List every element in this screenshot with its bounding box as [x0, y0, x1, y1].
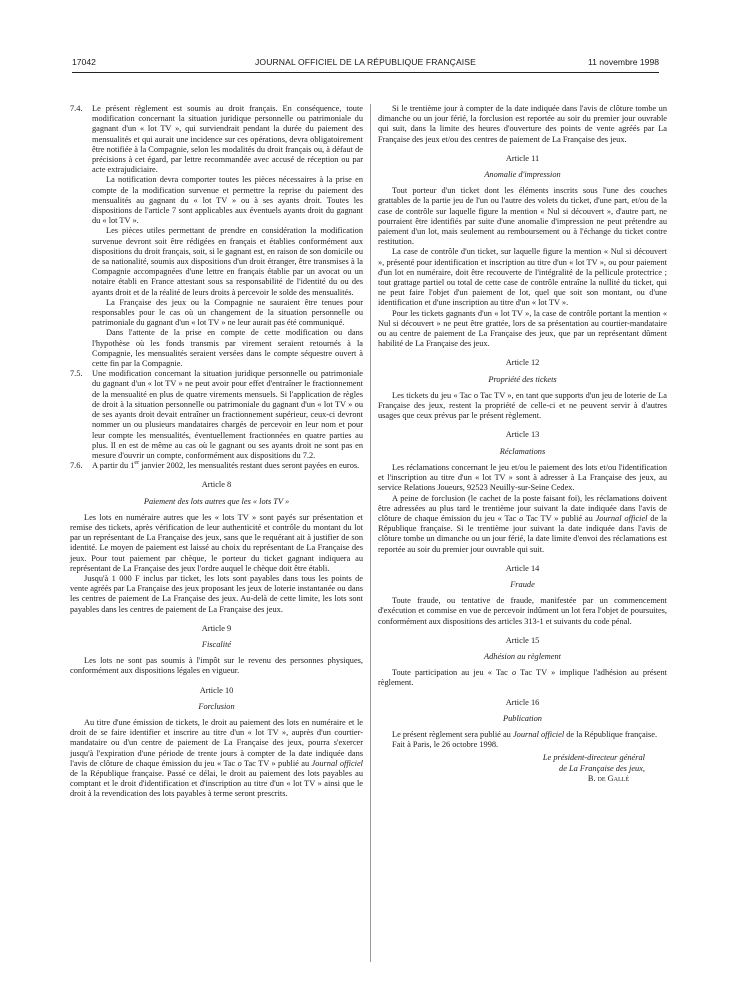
- paragraph: Pour les tickets gagnants d'un « lot TV », la case de contrôle portant la mention « Nul si découvert » ne peut être grattée, lors de sa présentation au courtier-mandataire ou au centre de paiement de La Française des jeux, que par un représentant dûment habilité de La Française des jeux.: [378, 308, 667, 349]
- signatory-organization: de La Française des jeux,: [559, 763, 645, 773]
- text-run: de la République française. Si le trentième jour suivant la date indiquée dans l'avis de clôture tombe un dimanche ou un jour férié, la date limite d'envoi des réclamations est reportée au soir du premier jour ouvrable qui suit.: [378, 513, 667, 554]
- article-heading: Article 14: [505, 563, 540, 573]
- signatory-name: B. de Gallé: [587, 773, 629, 783]
- journal-reference: Journal officiel: [311, 758, 363, 768]
- section-7-6: [70, 461, 363, 471]
- left-column: [70, 104, 363, 800]
- paragraph: Tout porteur d'un ticket dont les éléments inscrits sous l'une des couches grattables de la partie jeu de l'un ou l'autre des volets du ticket, d'une part, et/ou de la case de contrôle sur laquelle figure la mention « Nul si découvert », d'autre part, ne pourraient être identifiés par suite d'une anomalie d'impression ne peut prétendre au paiement d'un lot, mais seulement au remboursement ou à l'échange du ticket contre restitution.: [378, 186, 667, 247]
- section-7-4: [70, 104, 363, 369]
- paragraph: Les tickets du jeu « Tac o Tac TV », en tant que supports d'un jeu de loterie de La Française des jeux, restent la propriété de celle-ci et ne peuvent servir à d'autres usages que ceux prévus par le présent règlement.: [378, 390, 667, 421]
- article-heading: Article 8: [201, 480, 232, 490]
- text-run: A partir du 1: [92, 461, 135, 471]
- page-header: [72, 57, 659, 71]
- article-title: Fiscalité: [201, 639, 232, 649]
- page-number: 17042: [72, 57, 96, 67]
- article-title: Propriété des tickets: [488, 374, 557, 384]
- article-title: Adhésion au règlement: [484, 651, 561, 661]
- article-heading: Article 16: [505, 697, 540, 707]
- article-title: Anomalie d'impression: [484, 170, 561, 180]
- article-title: Paiement des lots autres que les « lots TV »: [143, 496, 290, 506]
- article-title: Réclamations: [499, 446, 546, 456]
- paragraph: Si le trentième jour à compter de la date indiquée dans l'avis de clôture tombe un dimanche ou un jour férié, la forclusion est reportée au soir du premier jour ouvrable qui suit, dans la limite des heures d'ouverture des points de vente agréés par La Française des jeux et/ou des centres de paiement de La Française des jeux.: [378, 104, 667, 144]
- section-number: 7.5.: [70, 369, 83, 379]
- issue-date: 11 novembre 1998: [587, 57, 659, 67]
- text-run: o: [519, 513, 524, 523]
- paragraph: Le présent règlement est soumis au droit français. En conséquence, toute modification concernant la situation juridique personnelle ou patrimoniale du gagnant d'un « lot TV », qui surviendrait pendant la durée du paiement des mensualités et qui aurait une incidence sur ces opérations, devra obligatoirement être notifiée à la Compagnie, selon les modalités du droit français ou, à défaut de précisions à cet égard, par lettre recommandée avec accusé de réception ou par acte extrajudiciaire.: [92, 104, 363, 175]
- article-heading: Article 12: [505, 358, 540, 368]
- column-separator: [370, 104, 371, 962]
- place-date: Fait à Paris, le 26 octobre 1998.: [392, 740, 499, 750]
- text-run: o: [237, 758, 242, 768]
- superscript: er: [134, 460, 140, 467]
- text-run: Tac TV » publié au: [241, 758, 312, 768]
- paragraph: Les lots ne sont pas soumis à l'impôt sur le revenu des personnes physiques, conformément aux dispositions légales en vigueur.: [70, 656, 363, 676]
- section-7-5: [70, 369, 363, 461]
- paragraph: [378, 668, 667, 688]
- text-run: de la République française. Passé ce délai, le droit au paiement des lots payables au comptant et le droit d'identification et d'inscription au titre d'un « lot TV » ainsi que le droit à la revendication des lots payables à terme seront prescrits.: [70, 768, 363, 799]
- header-rule: [72, 72, 659, 73]
- paragraph: La Française des jeux ou la Compagnie ne sauraient être tenues pour responsables pour le cas où un changement de la situation personnelle ou patrimoniale du gagnant d'un « lot TV » ne leur aurait pas été communiqué.: [92, 297, 363, 328]
- section-number: 7.4.: [70, 104, 83, 113]
- article-heading: Article 11: [505, 153, 540, 163]
- article-title: Publication: [503, 713, 542, 723]
- text-run: Le présent règlement sera publié au: [392, 729, 513, 739]
- journal-title: JOURNAL OFFICIEL DE LA RÉPUBLIQUE FRANÇAISE: [255, 57, 476, 67]
- journal-reference: Journal officiel: [512, 729, 565, 739]
- paragraph: Toute fraude, ou tentative de fraude, manifestée par un commencement d'exécution et commise en vue de percevoir indûment un lot fera l'objet de poursuites, conformément aux dispositions des articles 313-1 et suivants du code pénal.: [378, 596, 667, 626]
- paragraph: [70, 718, 363, 800]
- paragraph: [92, 461, 363, 471]
- article-title: Fraude: [510, 579, 535, 589]
- paragraph: Une modification concernant la situation juridique personnelle ou patrimoniale du gagnant d'un « lot TV » ne peut avoir pour effet d'entraîner le fractionnement de la mensualité en plus de quatre virements mensuels. Si l'application de règles de droit à la situation personnelle ou patrimoniale du gagnant d'un « lot TV » ou de ses ayants droit devait entraîner un fractionnement supérieur, ceux-ci devront nommer un ou plusieurs mandataires chargés de percevoir en leur nom et pour leur compte les mensualités, éventuellement fractionnées en quatre parties au plus. Il en est de même au cas où le gagnant ou ses ayants droit ne sont pas en mesure d'ouvrir un compte, conformément aux dispositions du 7.2.: [92, 369, 363, 460]
- article-title: Forclusion: [198, 701, 235, 711]
- text-run: Tac TV » implique l'adhésion au présent règlement.: [378, 668, 667, 688]
- paragraph: Les pièces utiles permettant de prendre en considération la modification survenue devront soit être rédigées en français et établies conformément aux dispositions du droit français, soit, si le gagnant est, en raison de son domicile ou de sa nationalité, soumis aux dispositions d'un droit étranger, être transmises à la Compagnie accompagnées d'une lettre en français établie par un avocat ou un notaire établi en France attestant sous sa responsabilité de l'identité du ou des ayants droit et de la réalité de leurs droits à percevoir le solde des mensualités.: [92, 226, 363, 297]
- article-heading: Article 10: [199, 685, 234, 695]
- article-heading: Article 15: [505, 635, 540, 645]
- article-heading: Article 13: [505, 430, 540, 440]
- paragraph: La notification devra comporter toutes les pièces nécessaires à la prise en compte de la modification survenue et permettre la reprise du paiement des mensualités au gagnant du « lot TV » ou à ses ayants droit. Toutes les dispositions de l'article 7 sont applicables aux éventuels ayants droit du gagnant du « lot TV ».: [92, 175, 363, 226]
- paragraph: Dans l'attente de la prise en compte de cette modification ou dans l'hypothèse où les fonds transmis par virement seraient retournés à la Compagnie, les mensualités seraient versées dans le compte séquestre ouvert à cette fin par la Compagnie.: [92, 328, 363, 369]
- paragraph: Les lots en numéraire autres que les « lots TV » sont payés sur présentation et remise des tickets, après vérification de leur authenticité et contrôle du montant du lot par un représentant de La Française des jeux, sans que le requérant ait à justifier de son identité. Le moyen de paiement est laissé au choix du représentant de La Française des jeux. Pour tout paiement par chèque, le porteur du ticket gagnant indiquera au représentant de La Française des jeux l'ordre auquel le chèque doit être établi.: [70, 512, 363, 573]
- text-run: A peine de forclusion (le cachet de la poste faisant foi), les réclamations doivent être adressées au plus tard le trentième jour suivant la date indiquée dans l'avis de clôture de chaque émission du jeu « Tac: [378, 493, 667, 523]
- paragraph: Jusqu'à 1 000 F inclus par ticket, les lots sont payables dans tous les points de vente agréés par La Française des jeux proposant les jeux de loterie instantanée ou dans les centres de paiement de La Française des jeux. Au-delà de cette limite, les lots sont payables dans les centres de paiement de La Française des jeux.: [70, 573, 363, 614]
- text-run: Au titre d'une émission de tickets, le droit au paiement des lots en numéraire et le droit de se faire identifier et inscrire au titre d'un « lot TV », auprès d'un courtier-mandataire ou d'un centre de paiement de La Française des jeux, pourra s'exercer jusqu'à l'expiration d'une période de trente jours à compter de la date indiquée dans l'avis de clôture de chaque émission du jeu « Tac: [70, 717, 363, 768]
- signatory-title: Le président-directeur général: [542, 753, 645, 763]
- text-run: Toute participation au jeu « Tac: [392, 668, 512, 678]
- text-run: o: [511, 668, 517, 678]
- text-run: janvier 2002, les mensualités restant dues seront payées en euros.: [139, 461, 360, 471]
- text-run: de la République française.: [564, 729, 658, 739]
- paragraph: [378, 494, 667, 555]
- right-column: [378, 104, 667, 784]
- article-heading: Article 9: [201, 623, 232, 633]
- text-run: Tac TV » publié au: [523, 513, 596, 523]
- section-number: 7.6.: [70, 461, 83, 471]
- paragraph: La case de contrôle d'un ticket, sur laquelle figure la mention « Nul si découvert », présenté pour identification et inscription au titre d'un « lot TV », ou pour paiement d'un lot en numéraire, doit être recouverte de l'intégralité de la pellicule protectrice ; tout grattage partiel ou total de cette case de contrôle entraîne la nullité du ticket, qui ne peut faire l'objet d'un paiement de lot, quel que soit son montant, ou d'une identification et d'une inscription au titre d'un « lot TV ».: [378, 247, 667, 308]
- journal-reference: Journal officiel: [595, 513, 648, 523]
- paragraph: [378, 730, 667, 740]
- paragraph: Les réclamations concernant le jeu et/ou le paiement des lots et/ou l'identification et l'inscription au titre d'un « lot TV » sont à adresser à La Française des jeux, au service Relations Joueurs, 92523 Neuilly-sur-Seine Cedex.: [378, 462, 667, 493]
